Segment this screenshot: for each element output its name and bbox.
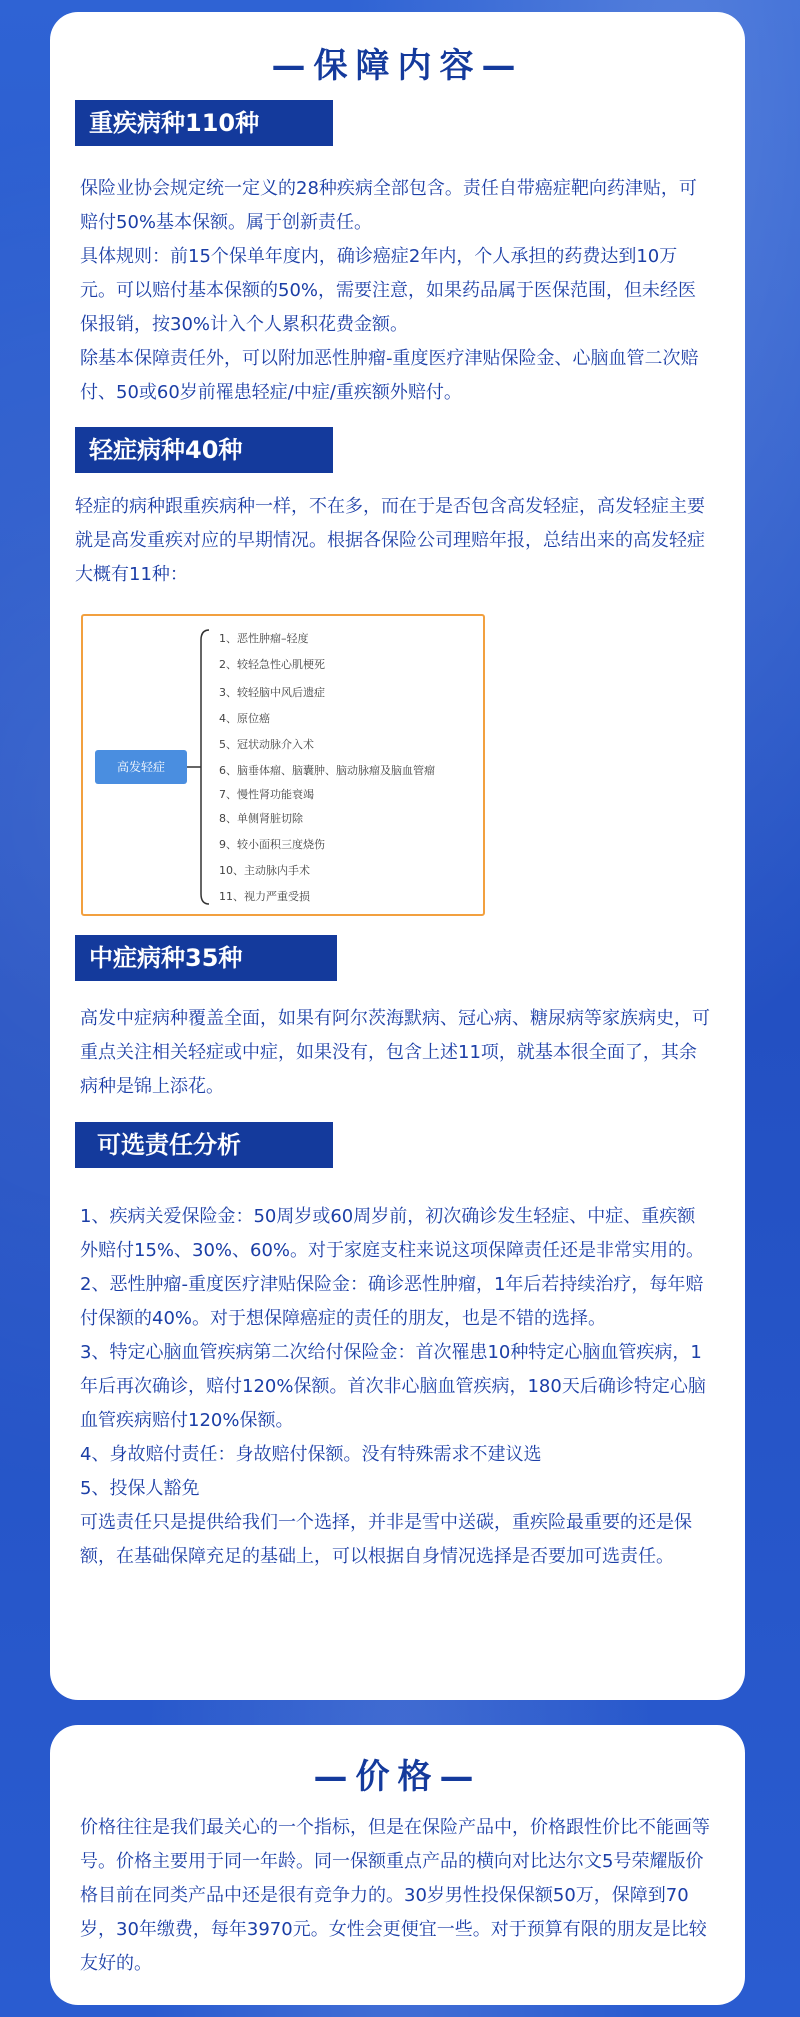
optional-paragraph: 可选责任只是提供给我们一个选择，并非是雪中送碳，重疾险最重要的还是保额，在基础保障充足的基础上，可以根据自身情况选择是否要加可选责任。 bbox=[80, 1512, 692, 1567]
section-label-optional: 可选责任分析 bbox=[75, 1122, 333, 1168]
mindmap-item: 3、较轻脑中风后遗症 bbox=[219, 686, 325, 699]
optional-paragraph: 2、恶性肿瘤-重度医疗津贴保险金：确诊恶性肿瘤，1年后若持续治疗，每年赔付保额的40%。对于想保障癌症的责任的朋友，也是不错的选择。 bbox=[80, 1274, 704, 1329]
optional-paragraph: 3、特定心脑血管疾病第二次给付保险金：首次罹患10种特定心脑血管疾病，1年后再次确诊，赔付120%保额。首次非心脑血管疾病，180天后确诊特定心脑血管疾病赔付120%保额。 bbox=[80, 1342, 706, 1431]
section-label-mild: 轻症病种40种 bbox=[75, 427, 333, 473]
optional-paragraph: 5、投保人豁免 bbox=[80, 1478, 200, 1499]
mild-disease-mindmap bbox=[81, 614, 485, 916]
mindmap-item: 6、脑垂体瘤、脑囊肿、脑动脉瘤及脑血管瘤 bbox=[219, 764, 435, 777]
critical-description bbox=[80, 172, 711, 410]
mindmap-item: 4、原位癌 bbox=[219, 712, 270, 725]
mindmap-item: 8、单侧肾脏切除 bbox=[219, 812, 303, 825]
moderate-paragraph: 高发中症病种覆盖全面，如果有阿尔茨海默病、冠心病、糖尿病等家族病史，可重点关注相关轻症或中症，如果没有，包含上述11项，就基本很全面了，其余病种是锦上添花。 bbox=[80, 1008, 710, 1097]
mindmap-root: 高发轻症 bbox=[95, 750, 187, 784]
mild-paragraph: 轻症的病种跟重疾病种一样，不在多，而在于是否包含高发轻症，高发轻症主要就是高发重疾对应的早期情况。根据各保险公司理赔年报，总结出来的高发轻症大概有11种： bbox=[75, 496, 705, 585]
price-title: —价格— bbox=[313, 1757, 482, 1797]
mild-description bbox=[75, 490, 711, 592]
moderate-description bbox=[80, 1002, 711, 1104]
optional-paragraph: 4、身故赔付责任：身故赔付保额。没有特殊需求不建议选 bbox=[80, 1444, 542, 1465]
optional-paragraph: 1、疾病关爱保险金：50周岁或60周岁前，初次确诊发生轻症、中症、重疾额外赔付15%、30%、60%。对于家庭支柱来说这项保障责任还是非常实用的。 bbox=[80, 1206, 705, 1261]
section-label-moderate: 中症病种35种 bbox=[75, 935, 337, 981]
critical-paragraph: 具体规则：前15个保单年度内，确诊癌症2年内，个人承担的药费达到10万元。可以赔付基本保额的50%，需要注意，如果药品属于医保范围，但未经医保报销，按30%计入个人累积花费金额。 bbox=[80, 246, 697, 335]
price-card bbox=[50, 1725, 745, 2005]
mindmap-item: 7、慢性肾功能衰竭 bbox=[219, 788, 314, 801]
mindmap-item: 11、视力严重受损 bbox=[219, 890, 310, 903]
mindmap-item: 1、恶性肿瘤–轻度 bbox=[219, 632, 309, 645]
price-description bbox=[80, 1811, 711, 1981]
mindmap-item: 2、较轻急性心肌梗死 bbox=[219, 658, 325, 671]
critical-paragraph: 保险业协会规定统一定义的28种疾病全部包含。责任自带癌症靶向药津贴，可赔付50%基本保额。属于创新责任。 bbox=[80, 178, 697, 233]
coverage-title: —保障内容— bbox=[271, 46, 524, 86]
mindmap-item: 10、主动脉内手术 bbox=[219, 864, 310, 877]
mindmap-item: 5、冠状动脉介入术 bbox=[219, 738, 314, 751]
coverage-card bbox=[50, 12, 745, 1700]
mindmap-item: 9、较小面积三度烧伤 bbox=[219, 838, 325, 851]
price-paragraph: 价格往往是我们最关心的一个指标，但是在保险产品中，价格跟性价比不能画等号。价格主要用于同一年龄。同一保额重点产品的横向对比达尔文5号荣耀版价格目前在同类产品中还是很有竞争力的。30岁男性投保保额50万，保障到70岁，30年缴费，每年3970元。女性会更便宜一些。对于预算有限的朋友是比较友好的。 bbox=[80, 1817, 710, 1974]
section-label-critical: 重疾病种110种 bbox=[75, 100, 333, 146]
critical-paragraph: 除基本保障责任外，可以附加恶性肿瘤-重度医疗津贴保险金、心脑血管二次赔付、50或60岁前罹患轻症/中症/重疾额外赔付。 bbox=[80, 348, 699, 403]
optional-description bbox=[80, 1200, 711, 1574]
